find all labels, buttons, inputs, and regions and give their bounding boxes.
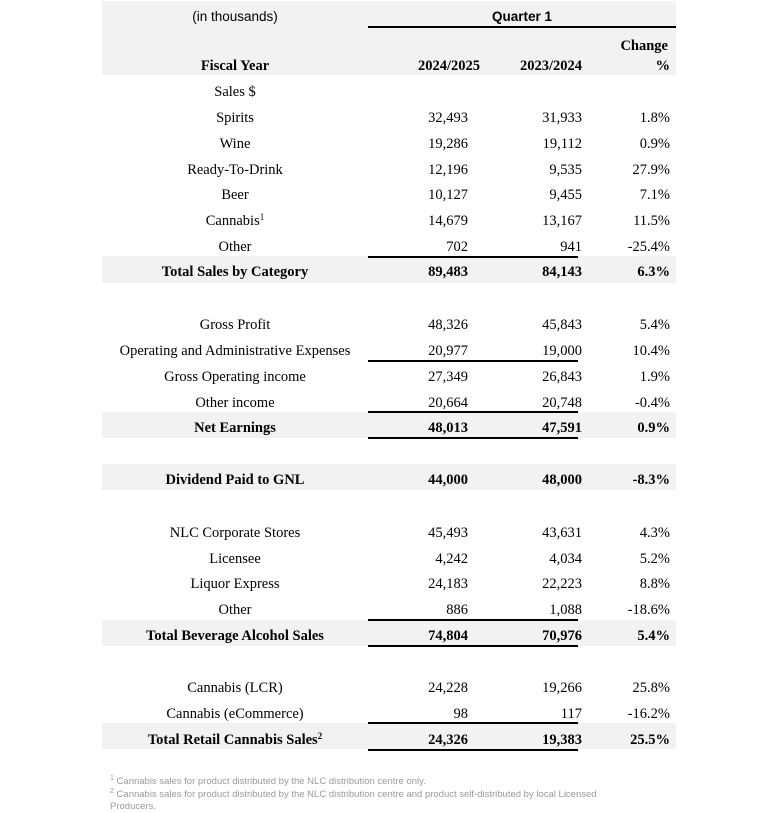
current-value: 10,127 xyxy=(428,187,468,203)
row-label: NLC Corporate Stores xyxy=(169,525,301,541)
change-value: 10.4% xyxy=(632,343,670,359)
current-value: 32,493 xyxy=(428,110,468,126)
change-value: 5.4% xyxy=(639,317,670,333)
total-label-text: Total Retail Cannabis Sales xyxy=(147,732,318,748)
prior-value: 19,000 xyxy=(542,343,582,359)
footnote-marker: 2 xyxy=(110,788,114,795)
table-row xyxy=(102,520,676,546)
row-label: Other xyxy=(218,239,252,255)
total-label: Total Sales by Category xyxy=(161,264,309,280)
row-label: Operating and Administrative Expenses xyxy=(119,343,351,359)
row-label: Ready-To-Drink xyxy=(187,162,283,178)
total-underline xyxy=(368,749,578,751)
table-row xyxy=(102,105,676,131)
prior-value: 1,088 xyxy=(549,602,582,618)
prior-value: 13,167 xyxy=(542,213,582,229)
total-underline xyxy=(368,437,578,439)
total-prior: 19,383 xyxy=(542,732,582,748)
sales-section-label: Sales $ xyxy=(214,84,256,100)
current-value: 24,228 xyxy=(428,680,468,696)
row-label: Spirits xyxy=(216,110,254,126)
current-value: 45,493 xyxy=(428,525,468,541)
change-value: -18.6% xyxy=(627,602,670,618)
column-header-row xyxy=(102,53,676,79)
row-label: Cannabis (LCR) xyxy=(187,680,283,696)
current-value: 20,977 xyxy=(428,343,468,359)
row-label: Licensee xyxy=(209,551,261,567)
table-row xyxy=(102,208,676,234)
footnote-marker: 2 xyxy=(317,731,323,741)
total-label: Total Beverage Alcohol Sales xyxy=(146,628,324,644)
current-value: 24,183 xyxy=(428,576,468,592)
current-value: 702 xyxy=(446,239,468,255)
change-value: 5.2% xyxy=(639,551,670,567)
table-row xyxy=(102,675,676,701)
current-value: 98 xyxy=(453,706,468,722)
prior-value: 9,535 xyxy=(549,162,582,178)
total-prior: 70,976 xyxy=(542,628,582,644)
row-label-text: Cannabis xyxy=(205,213,260,229)
row-label: Other income xyxy=(195,395,275,411)
table-row xyxy=(102,364,676,390)
subtotal-underline xyxy=(368,360,578,362)
row-label: Beer xyxy=(221,187,249,203)
prior-value: 9,455 xyxy=(549,187,582,203)
prior-value: 45,843 xyxy=(542,317,582,333)
change-value: 0.9% xyxy=(639,136,670,152)
row-label: Cannabis (eCommerce) xyxy=(166,706,304,722)
prior-value: 4,034 xyxy=(549,551,582,567)
change-header-line2: % xyxy=(655,58,670,74)
total-label: Net Earnings xyxy=(194,420,276,436)
current-value: 19,286 xyxy=(428,136,468,152)
change-value: -16.2% xyxy=(627,706,670,722)
table-row xyxy=(102,546,676,572)
table-row xyxy=(102,312,676,338)
change-value: 1.9% xyxy=(639,369,670,385)
current-value: 48,326 xyxy=(428,317,468,333)
total-label xyxy=(102,727,368,753)
sales-section-label-row xyxy=(102,79,676,105)
prior-year-header: 2023/2024 xyxy=(519,58,582,74)
prior-value: 19,112 xyxy=(542,136,582,152)
subtotal-underline xyxy=(368,256,578,258)
prior-value: 117 xyxy=(560,706,582,722)
footnote-1 xyxy=(110,776,650,788)
current-value: 27,349 xyxy=(428,369,468,385)
prior-value: 31,933 xyxy=(542,110,582,126)
total-prior: 47,591 xyxy=(542,420,582,436)
subtotal-underline xyxy=(368,619,578,621)
dividend-prior: 48,000 xyxy=(542,472,582,488)
current-value: 4,242 xyxy=(435,551,468,567)
total-current: 24,326 xyxy=(428,732,468,748)
table-row xyxy=(102,157,676,183)
row-label: Gross Operating income xyxy=(164,369,306,385)
period-header: Quarter 1 xyxy=(491,9,553,24)
change-value: 7.1% xyxy=(639,187,670,203)
total-row-sales xyxy=(102,259,676,285)
dividend-row xyxy=(102,467,676,493)
total-underline xyxy=(368,645,578,647)
unit-note: (in thousands) xyxy=(192,9,278,24)
dividend-change: -8.3% xyxy=(632,472,670,488)
prior-value: 26,843 xyxy=(542,369,582,385)
change-value: -25.4% xyxy=(627,239,670,255)
footnote-marker: 1 xyxy=(259,212,265,222)
change-value: 4.3% xyxy=(639,525,670,541)
subtotal-underline xyxy=(368,411,578,413)
change-value: 25.8% xyxy=(632,680,670,696)
change-value: 11.5% xyxy=(633,213,670,229)
current-value: 14,679 xyxy=(428,213,468,229)
prior-value: 43,631 xyxy=(542,525,582,541)
total-current: 74,804 xyxy=(428,628,468,644)
table-row xyxy=(102,571,676,597)
change-value: 27.9% xyxy=(632,162,670,178)
total-prior: 84,143 xyxy=(542,264,582,280)
current-value: 20,664 xyxy=(428,395,468,411)
footnote-2 xyxy=(110,789,640,813)
total-current: 48,013 xyxy=(428,420,468,436)
fiscal-year-header: Fiscal Year xyxy=(200,58,270,74)
row-label: Gross Profit xyxy=(199,317,271,333)
total-change: 25.5% xyxy=(630,732,670,748)
total-current: 89,483 xyxy=(428,264,468,280)
row-label: Other xyxy=(218,602,252,618)
prior-value: 20,748 xyxy=(542,395,582,411)
total-change: 0.9% xyxy=(637,420,670,436)
change-header-line1: Change xyxy=(620,38,668,54)
change-value: 1.8% xyxy=(639,110,670,126)
current-value: 12,196 xyxy=(428,162,468,178)
footnote-marker: 1 xyxy=(110,775,114,782)
prior-value: 22,223 xyxy=(542,576,582,592)
footnote-text: Cannabis sales for product distributed by the NLC distribution centre only. xyxy=(116,776,426,787)
dividend-current: 44,000 xyxy=(428,472,468,488)
total-change: 6.3% xyxy=(637,264,670,280)
table-row xyxy=(102,131,676,157)
row-label xyxy=(102,208,368,234)
change-value: -0.4% xyxy=(634,395,670,411)
total-change: 5.4% xyxy=(637,628,670,644)
change-value: 8.8% xyxy=(639,576,670,592)
period-underline xyxy=(368,26,676,28)
prior-value: 941 xyxy=(560,239,582,255)
footnote-text: Cannabis sales for product distributed by the NLC distribution centre and product self-distributed by local Licensed Producers. xyxy=(110,789,597,812)
row-label: Wine xyxy=(219,136,251,152)
current-value: 886 xyxy=(446,602,468,618)
table-row xyxy=(102,182,676,208)
row-label: Liquor Express xyxy=(190,576,280,592)
current-year-header: 2024/2025 xyxy=(417,58,480,74)
subtotal-underline xyxy=(368,722,578,724)
prior-value: 19,266 xyxy=(542,680,582,696)
dividend-label: Dividend Paid to GNL xyxy=(165,472,305,488)
